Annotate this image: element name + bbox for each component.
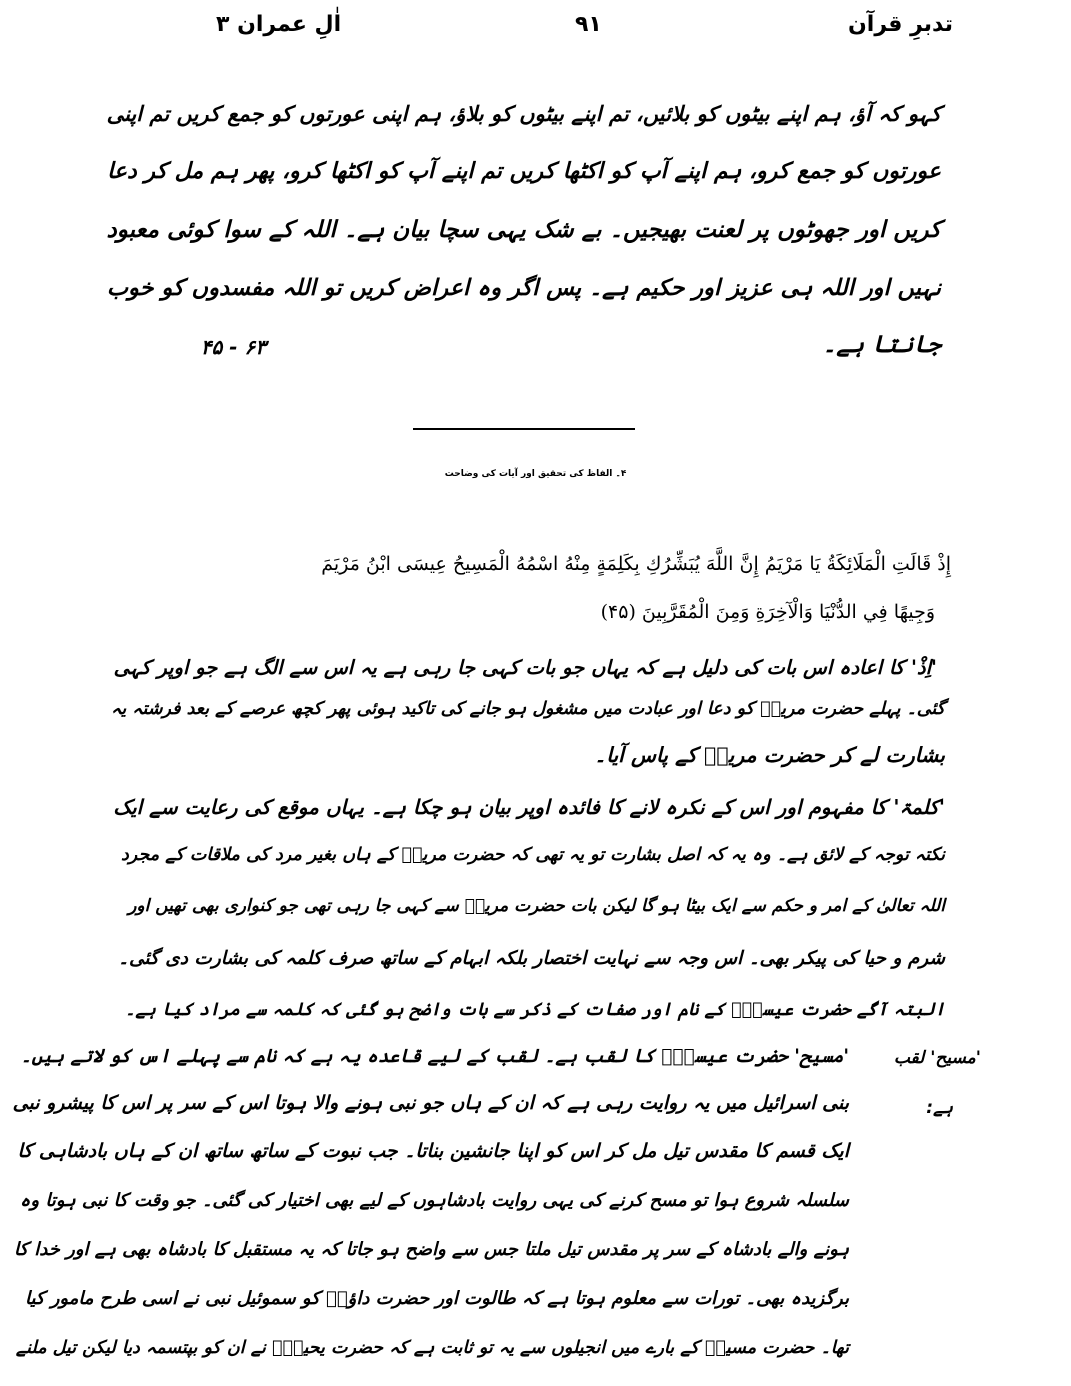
body-line: شرم و حیا کی پیکر بھی۔ اس وجہ سے نہایت اختصار بلکہ ابہام کے ساتھ صرف کلمہ کی بشارت دی گئی۔ bbox=[118, 948, 945, 969]
verse-line: إِذْ قَالَتِ الْمَلَائِكَةُ يَا مَرْيَمُ إِنَّ اللَّهَ يُبَشِّرُكِ بِكَلِمَةٍ مِنْهُ اسْمُهُ الْمَسِيحُ عِيسَى ابْنُ مَرْيَمَ bbox=[321, 553, 951, 575]
translation-line: جانتا ہے۔ bbox=[822, 330, 941, 358]
body-line: تھا۔ حضرت مسیحؑ کے بارے میں انجیلوں سے یہ تو ثابت ہے کہ حضرت یحییٰؑ نے ان کو بپتسمہ دیا لیکن تیل ملنے bbox=[15, 1338, 849, 1358]
body-line: 'اِذْ' کا اعادہ اس بات کی دلیل ہے کہ یہاں جو بات کہی جا رہی ہے یہ اس سے الگ ہے جو اوپر کہی bbox=[113, 656, 937, 679]
page-number: ۹۱ bbox=[575, 12, 602, 37]
verse-line: وَجِيهًا فِي الدُّنْيَا وَالْآخِرَةِ وَمِنَ الْمُقَرَّبِينَ (۴۵) bbox=[600, 601, 935, 623]
surah-name-header: اٰلِ عمران ۳ bbox=[216, 12, 342, 37]
body-line: ہونے والے بادشاہ کے سر پر مقدس تیل ملتا جس سے واضح ہو جاتا کہ یہ مستقبل کا بادشاہ بھی ہے اور خدا کا bbox=[13, 1239, 849, 1260]
section-divider bbox=[413, 428, 635, 430]
body-line: اللہ تعالیٰ کے امر و حکم سے ایک بیٹا ہو گا لیکن بات حضرت مریمؑ سے کہی جا رہی تھی جو کنواری بھی تھیں اور bbox=[128, 896, 945, 916]
verse-range: ۴۵ - ۶۳ bbox=[200, 335, 266, 359]
margin-note: 'مسیح' لقب bbox=[893, 1048, 981, 1068]
translation-line: کریں اور جھوٹوں پر لعنت بھیجیں۔ بے شک یہی سچا بیان ہے۔ اللہ کے سوا کوئی معبود bbox=[106, 217, 941, 243]
body-line: بشارت لے کر حضرت مریمؑ کے پاس آیا۔ bbox=[594, 743, 945, 767]
body-line: بنی اسرائیل میں یہ روایت رہی ہے کہ ان کے ہاں جو نبی ہونے والا ہوتا اس کے سر پر اس کا پیشرو نبی bbox=[12, 1092, 849, 1114]
translation-line: عورتوں کو جمع کرو، ہم اپنے آپ کو اکٹھا کریں تم اپنے آپ کو اکٹھا کرو، پھر ہم مل کر دعا bbox=[107, 159, 941, 184]
body-line: 'کلمۃ' کا مفہوم اور اس کے نکرہ لانے کا فائدہ اوپر بیان ہو چکا ہے۔ یہاں موقع کی رعایت سے ایک bbox=[113, 795, 945, 819]
translation-line: کہو کہ آؤ، ہم اپنے بیٹوں کو بلائیں، تم اپنے بیٹوں کو بلاؤ، ہم اپنی عورتوں کو جمع کریں تم اپنی bbox=[106, 102, 941, 126]
body-line: سلسلہ شروع ہوا تو مسح کرنے کی یہی روایت بادشاہوں کے لیے بھی اختیار کی گئی۔ جو وقت کا نبی ہوتا وہ bbox=[19, 1190, 849, 1211]
body-line: گئی۔ پہلے حضرت مریمؑ کو دعا اور عبادت میں مشغول ہو جانے کی تاکید ہوئی پھر کچھ عرصے کے بعد فرشتہ یہ bbox=[111, 699, 945, 719]
body-line: ایک قسم کا مقدس تیل مل کر اس کو اپنا جانشین بناتا۔ جب نبوت کے ساتھ ساتھ ان کے ہاں بادشاہی کا bbox=[17, 1140, 849, 1162]
body-line: 'مسیح' حضرت عیسیٰؑ کا لقب ہے۔ لقب کے لیے قاعدہ یہ ہے کہ نام سے پہلے اس کو لاتے ہیں۔ bbox=[20, 1046, 849, 1067]
translation-line: نہیں اور اللہ ہی عزیز اور حکیم ہے۔ پس اگر وہ اعراض کریں تو اللہ مفسدوں کو خوب bbox=[106, 275, 941, 301]
body-line: نکتہ توجہ کے لائق ہے۔ وہ یہ کہ اصل بشارت تو یہ تھی کہ حضرت مریمؑ کے ہاں بغیر مرد کی ملاقات کے مجرد bbox=[121, 845, 945, 865]
body-line: البتہ آگے حضرت عیسیٰؑ کے نام اور صفات کے ذکر سے بات واضح ہو گئی کہ کلمہ سے مراد کیا ہے۔ bbox=[125, 1000, 945, 1020]
body-line: برگزیدہ بھی۔ تورات سے معلوم ہوتا ہے کہ طالوت اور حضرت داؤدؑ کو سموئیل نبی نے اسی طرح مامور کیا bbox=[24, 1288, 849, 1309]
margin-note: ہے: bbox=[926, 1098, 953, 1118]
book-title-header: تدبرِ قرآن bbox=[848, 12, 953, 37]
section-heading: ۴۔ الفاظ کی تحقیق اور آیات کی وضاحت bbox=[444, 469, 627, 479]
